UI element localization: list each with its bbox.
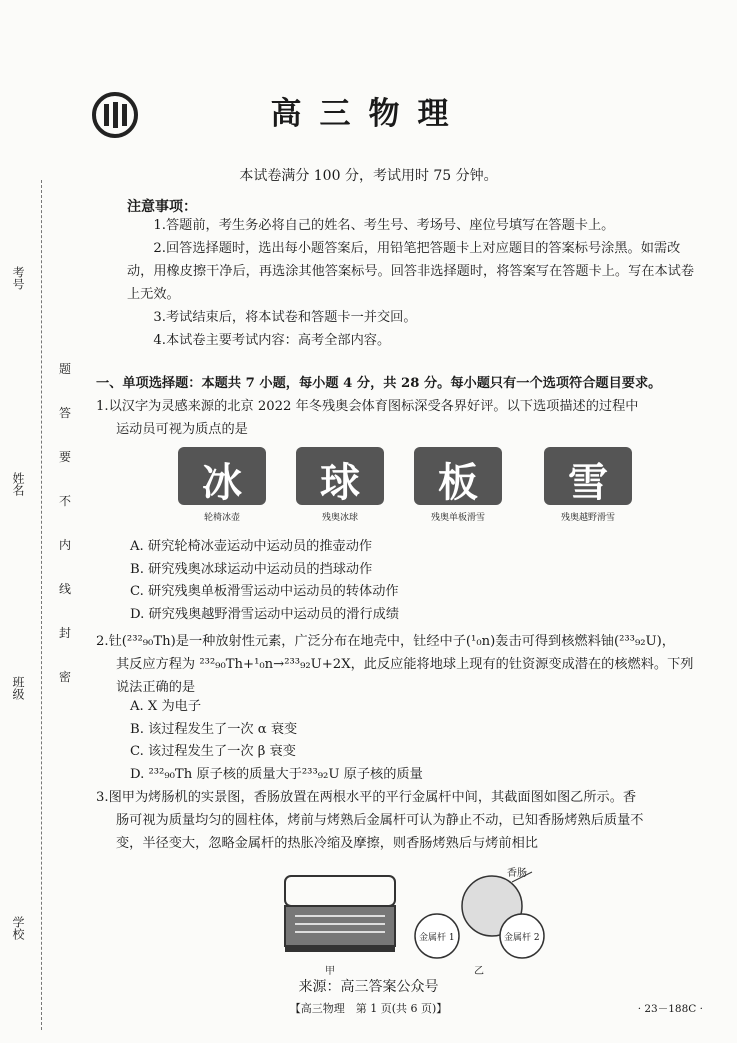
sport-pictogram-icon: 雪 xyxy=(568,460,608,505)
notice-item: 3.考试结束后，将本试卷和答题卡一并交回。 xyxy=(153,310,417,325)
sport-pictogram-icon: 冰 xyxy=(202,460,242,505)
sport-icons xyxy=(178,447,638,532)
question-stem: 3.图甲为烤肠机的实景图，香肠放置在两根水平的平行金属杆中间，其截面图如图乙所示。香 xyxy=(96,790,637,805)
seal-warning xyxy=(58,360,72,712)
rod-1-label: 金属杆 1 xyxy=(419,933,455,943)
sport-icon-card xyxy=(544,447,632,523)
question-1-options xyxy=(130,536,690,626)
notice-heading: 注意事项： xyxy=(127,199,197,215)
seal-char: 内 xyxy=(58,538,71,552)
side-label-school: 学校 xyxy=(11,916,25,940)
figure-yi-label: 乙 xyxy=(474,966,484,977)
sport-icon-card xyxy=(296,447,384,523)
question-stem: 变，半径变大，忽略金属杆的热胀冷缩及摩擦，则香肠烤熟后与烤前相比 xyxy=(116,836,538,851)
side-label-kaohao: 考号 xyxy=(11,266,25,290)
question-stem: 2.钍(²³²₉₀Th)是一种放射性元素，广泛分布在地壳中，钍经中子(¹₀n)轰击可得到核燃料铀(²³³₉₂U)， xyxy=(96,634,675,649)
figure-jia-label: 甲 xyxy=(325,966,335,977)
rod-2-label: 金属杆 2 xyxy=(504,933,540,943)
option-a[interactable]: A. 研究轮椅冰壶运动中运动员的推壶动作 xyxy=(130,539,373,554)
notice-list xyxy=(127,214,702,352)
option-a[interactable]: A. X 为电子 xyxy=(130,699,202,714)
section-heading: 一、单项选择题：本题共 7 小题，每小题 4 分，共 28 分。每小题只有一个选项符合题目要求。 xyxy=(96,376,662,391)
question-3 xyxy=(96,786,706,855)
question-stem: 说法正确的是 xyxy=(116,680,196,695)
seal-char: 不 xyxy=(58,494,71,508)
option-c[interactable]: C. 该过程发生了一次 β 衰变 xyxy=(130,744,296,759)
exam-info: 本试卷满分 100 分，考试用时 75 分钟。 xyxy=(239,168,498,184)
notice-item: 1.答题前，考生务必将自己的姓名、考生号、考场号、座位号填写在答题卡上。 xyxy=(153,218,615,233)
side-label-class: 班级 xyxy=(11,676,25,700)
side-label-name: 姓名 xyxy=(11,472,25,496)
question-stem: 肠可视为质量均匀的圆柱体，烤前与烤熟后金属杆可认为静止不动，已知香肠烤熟后质量不 xyxy=(116,813,644,828)
question-stem: 1.以汉字为灵感来源的北京 2022 年冬残奥会体育图标深受各界好评。以下选项描述的过程中 xyxy=(96,399,639,414)
sport-icon-card xyxy=(178,447,266,523)
sport-caption: 轮椅冰壶 xyxy=(203,513,240,523)
option-c[interactable]: C. 研究残奥单板滑雪运动中运动员的转体动作 xyxy=(130,584,399,599)
seal-char: 密 xyxy=(58,670,71,684)
page-footer: 【高三物理 第 1 页(共 6 页)】 xyxy=(289,1002,448,1015)
sport-pictogram-icon: 球 xyxy=(320,460,360,505)
sport-caption: 残奥越野滑雪 xyxy=(560,513,615,523)
seal-char: 封 xyxy=(58,626,71,640)
notice-item: 2.回答选择题时，选出每小题答案后，用铅笔把答题卡上对应题目的答案标号涂黑。如需改动，用橡皮擦干净后，再选涂其他答案标号。回答非选择题时，将答案写在答题卡上。写在本试卷上无效。 xyxy=(127,241,695,302)
seal-char: 要 xyxy=(58,450,71,464)
grill-machine-illustration xyxy=(285,876,395,952)
source-note: 来源：高三答案公众号 xyxy=(298,979,439,995)
sport-caption: 残奥单板滑雪 xyxy=(430,513,485,523)
option-b[interactable]: B. 该过程发生了一次 α 衰变 xyxy=(130,721,298,737)
option-d[interactable]: D. 研究残奥越野滑雪运动中运动员的滑行成绩 xyxy=(130,606,400,622)
sausage-label: 香肠 xyxy=(507,868,527,879)
seal-char: 答 xyxy=(58,406,71,420)
figure-sausage-machine xyxy=(280,866,580,976)
sausage-machine-diagram xyxy=(280,866,580,976)
question-stem: 运动员可视为质点的是 xyxy=(116,422,248,437)
paper-code: · 23－188C · xyxy=(637,1003,703,1015)
option-d[interactable]: D. ²³²₉₀Th 原子核的质量大于²³³₉₂U 原子核的质量 xyxy=(130,766,423,782)
question-2 xyxy=(96,630,706,699)
sport-pictogram-icon: 板 xyxy=(438,460,478,505)
option-b[interactable]: B. 研究残奥冰球运动中运动员的挡球动作 xyxy=(130,561,373,577)
seal-char: 线 xyxy=(58,582,71,596)
binding-line xyxy=(41,180,43,1030)
sport-icon-card xyxy=(414,447,502,523)
question-2-options xyxy=(130,696,690,786)
notice-item: 4.本试卷主要考试内容：高考全部内容。 xyxy=(153,333,391,348)
sport-caption: 残奥冰球 xyxy=(321,513,358,523)
question-stem: 其反应方程为 ²³²₉₀Th+¹₀n→²³³₉₂U+2X，此反应能将地球上现有的钍资源变成潜在的核燃料。下列 xyxy=(116,657,694,672)
seal-char: 题 xyxy=(58,362,71,376)
question-1 xyxy=(96,395,702,441)
page-title: 高三物理 xyxy=(270,96,467,132)
